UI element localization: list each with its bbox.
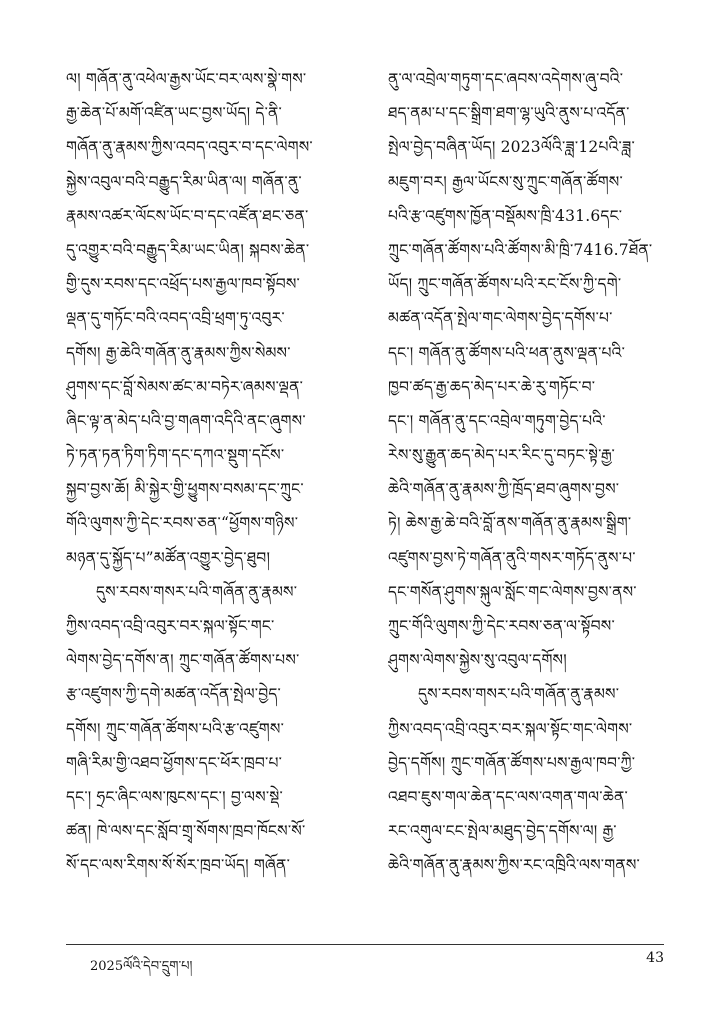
text-line: རྣམས་འཚར་ལོངས་ཡོང་བ་དང་འཛོན་ཐང་ཅན་: [66, 206, 309, 225]
text-line: དགོས། རྒྱ་ཆེའི་གཞོན་ནུ་རྣམས་ཀྱིས་སེམས་: [66, 343, 291, 362]
text-line: དང་། གཞོན་ནུ་ཚོགས་པའི་ཕན་ནུས་ལྡན་པའི་: [388, 343, 626, 362]
text-line: དང་གསོན་ཤུགས་སྐུལ་སློང་གང་ལེགས་བྱས་ནས་: [388, 582, 637, 601]
text-line: ཀྲུང་གཞོན་ཚོགས་པའི་ཚོགས་མི་ཁྲི་7416.7ཐོན་: [388, 240, 653, 259]
text-line: ཆེའི་གཞོན་ནུ་རྣམས་ཀྱི་ཁྲོད་ཐབ་ཞུགས་བྱས་: [388, 480, 620, 499]
text-line: ཤུགས་ལེགས་སྐྱེས་སུ་འབུལ་དགོས།: [388, 651, 567, 670]
text-line: ཀྱིས་འབད་འབྲི་འབུར་བར་སྐལ་སྟོང་གང་ལེགས་: [388, 719, 633, 738]
text-line: སྤེལ་བྱེད་བཞིན་ཡོད། 2023ལོའི་ཟླ་12པའི་ཟླ་: [388, 138, 635, 157]
text-line: ཀྱིས་འབད་འབྲི་འབུར་བར་སྐལ་སྟོང་གང་: [66, 617, 275, 635]
text-line: ཏེ། ཆེས་རྒྱ་ཆེ་བའི་བློ་ནས་གཞོན་ནུ་རྣམས་སྒྲིག་: [388, 514, 632, 533]
text-line: ཆེའི་གཞོན་ནུ་རྣམས་ཀྱིས་རང་འཁྲིའི་ལས་གནས་: [388, 856, 640, 875]
text-line: རྩ་འཛུགས་ཀྱི་དགེ་མཚན་འདོན་སྤེལ་བྱེད་: [66, 685, 281, 704]
text-line: བྱེད་དགོས། ཀྲུང་གཞོན་ཚོགས་པས་རྒྱལ་ཁབ་ཀྱི་: [388, 753, 636, 772]
text-line: གོའི་ལུགས་ཀྱི་དེང་རབས་ཅན་“ཕྱོགས་གཉིས་: [66, 514, 299, 533]
text-line: རྒྱ་ཆེན་པོ་མགོ་འཛིན་ཡང་བྱས་ཡོད། དེ་ནི་: [66, 104, 283, 123]
text-line: ནུ་ལ་འབྲེལ་གཏུག་དང་ཞབས་འདེགས་ཞུ་བའི་: [388, 70, 624, 88]
text-line: གྱི་དུས་རབས་དང་འཕྲོད་པས་རྒྱལ་ཁབ་སྟོབས་: [66, 275, 300, 294]
text-line: གཞོན་ནུ་རྣམས་ཀྱིས་འབད་འབུར་བ་དང་ལེགས་: [66, 138, 313, 157]
text-line: འཐབ་ཇུས་གལ་ཆེན་དང་ལས་འགན་གལ་ཆེན་: [388, 787, 628, 806]
left-column: [66, 62, 366, 883]
text-line: ཚན། ཁེ་ལས་དང་སློབ་གྲྭ་སོགས་ཁྲབ་ཁོངས་སོ་: [66, 822, 306, 841]
right-column: [388, 62, 688, 883]
footer-issue: 2025ལོའི་དེབ་དྲུག་པ།: [90, 959, 193, 974]
text-line: པའི་རྩ་འཛུགས་ཁྱོན་བསྡོམས་ཁྲི་431.6དང་: [388, 206, 623, 225]
text-line: ཏེ་ཏན་ཏན་ཏིག་ཏིག་དང་དཀའ་སྡུག་དངོས་: [66, 446, 285, 465]
text-line: འཛུགས་བྱས་ཏེ་གཞོན་ནུའི་གསར་གཏོད་ནུས་པ་: [388, 548, 636, 567]
text-line: ལྡན་དུ་གཏོང་བའི་འབད་འབྲི་ཕྲག་ཏུ་འབུར་: [66, 309, 285, 328]
text-line: ཀྲུང་གོའི་ལུགས་ཀྱི་དེང་རབས་ཅན་ལ་སྟོབས་: [388, 617, 615, 635]
text-line: ཁྱབ་ཚད་རྒྱ་ཆད་མེད་པར་ཆེ་རུ་གཏོང་བ་: [388, 377, 596, 396]
text-line: དགོས། ཀྲུང་གཞོན་ཚོགས་པའི་རྩ་འཛུགས་: [66, 719, 285, 738]
text-line: དུས་རབས་གསར་པའི་གཞོན་ནུ་རྣམས་: [96, 582, 298, 601]
text-line: སྐྱབ་བྱས་ཆོ། མི་སྐྱེར་གྱི་ཕྱུགས་བསམ་དང་ཀྲུང་: [66, 480, 304, 499]
text-line: རེས་སུ་རྒྱུན་ཆད་མེད་པར་རིང་དུ་བཏང་སྟེ་རྒྱ་: [388, 446, 615, 465]
text-line: དང་། ཧྲང་ཞིང་ལས་ཁུངས་དང་། བྱ་ལས་སྡེ་: [66, 787, 283, 806]
text-line: ལ། གཞོན་ནུ་འཕེལ་རྒྱས་ཡོང་བར་ལས་སྣེ་གས་: [66, 70, 307, 88]
text-line: སྐྱེས་འབུལ་བའི་བརྒྱུད་རིམ་ཡིན་ལ། གཞོན་ནུ་: [66, 172, 302, 191]
text-line: ལེགས་བྱེད་དགོས་ན། ཀྲུང་གཞོན་ཚོགས་པས་: [66, 651, 300, 670]
text-line: མཇུག་བར། རྒྱལ་ཡོངས་སུ་ཀྲུང་གཞོན་ཚོགས་: [388, 172, 623, 191]
text-line: མཉན་དུ་སྐྱོད་པ”མཚོན་འགྱུར་བྱེད་ཐུབ།: [66, 548, 271, 567]
text-line: སོ་དང་ལས་རིགས་སོ་སོར་ཁྲབ་ཡོད། གཞོན་: [66, 856, 291, 875]
text-line: མཚན་འདོན་སྤེལ་གང་ལེགས་བྱེད་དགོས་པ་: [388, 309, 613, 328]
text-line: དུ་འགྱུར་བའི་བརྒྱུད་རིམ་ཡང་ཡིན། སྐབས་ཆེན་: [66, 240, 310, 259]
text-line: ཞིང་ལྟ་ན་མེད་པའི་བྱ་གཞག་འདིའི་ནང་ཞུགས་: [66, 411, 306, 430]
text-line: རང་འགུལ་ངང་སྤེལ་མཐུད་བྱེད་དགོས་ལ། རྒྱ་: [388, 822, 617, 841]
text-line: དུས་རབས་གསར་པའི་གཞོན་ནུ་རྣམས་: [418, 685, 620, 704]
text-line: གཞི་རིམ་གྱི་འཐབ་ཕྱོགས་དང་ཕོར་ཁྲབ་པ་: [66, 753, 283, 772]
footer-divider: [66, 944, 664, 945]
text-line: ཤུགས་དང་བློ་སེམས་ཚང་མ་བཏེར་ཞམས་ལྡན་: [66, 377, 304, 396]
text-line: དང་། གཞོན་ནུ་དང་འབྲེལ་གཏུག་བྱེད་པའི་: [388, 411, 606, 430]
page-number: 43: [646, 950, 664, 966]
text-line: ཐད་ནམ་པ་དང་སྒྲིག་ཐག་ལྷ་ཡུའི་ནུས་པ་འདོན་: [388, 104, 630, 123]
text-line: ཡོད། ཀྲུང་གཞོན་ཚོགས་པའི་རང་ངོས་ཀྱི་དགེ་: [388, 275, 622, 294]
